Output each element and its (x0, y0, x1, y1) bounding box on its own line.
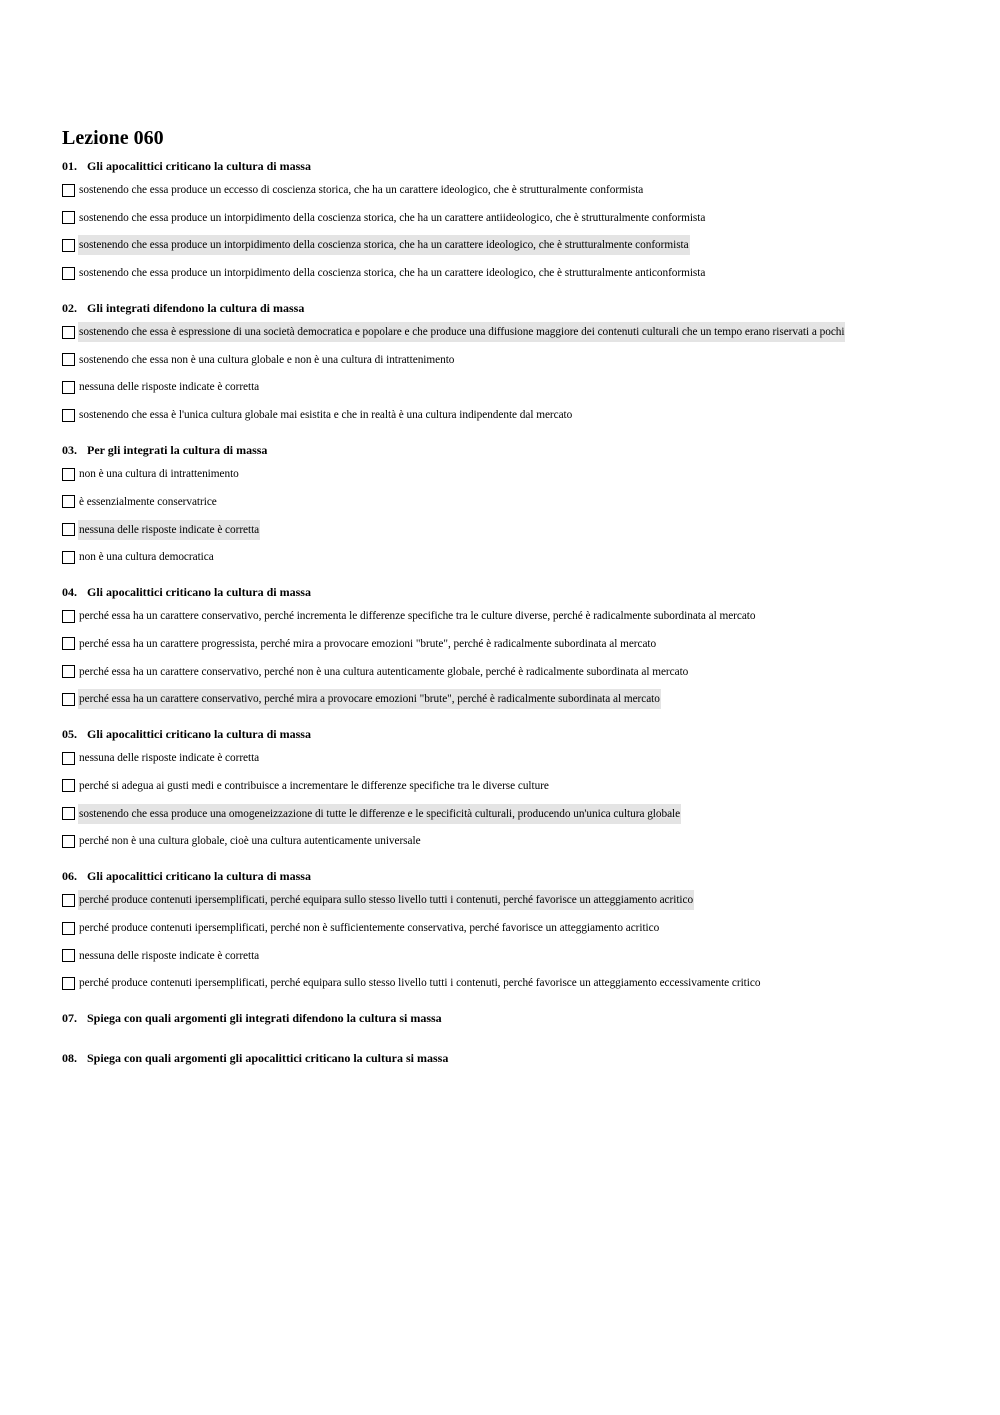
answer-option[interactable] (62, 830, 962, 852)
question-number: 03. (62, 443, 77, 458)
answer-text: nessuna delle risposte indicate è corretta (79, 949, 260, 962)
answer-checkbox[interactable] (62, 807, 75, 820)
question-heading (62, 442, 962, 458)
answer-text: sostenendo che essa è espressione di una società democratica e popolare e che produce una diffusione maggiore dei contenuti culturali che un tempo erano riservati a pochi (78, 322, 845, 342)
question-heading (62, 1050, 962, 1066)
answer-checkbox[interactable] (62, 752, 75, 765)
answer-checkbox[interactable] (62, 949, 75, 962)
question-text: Spiega con quali argomenti gli integrati difendono la cultura si massa (87, 1011, 442, 1026)
question-heading (62, 868, 962, 884)
answer-text: perché essa ha un carattere conservativo, perché mira a provocare emozioni "brute", perché è radicalmente subordinata al mercato (78, 689, 661, 709)
question-heading (62, 158, 962, 174)
answer-text: sostenendo che essa produce un eccesso di coscienza storica, che ha un carattere ideologico, che è strutturalmente conformista (79, 184, 644, 196)
question-heading (62, 726, 962, 742)
answer-option[interactable] (62, 972, 962, 994)
answer-checkbox[interactable] (62, 381, 75, 394)
answer-checkbox[interactable] (62, 922, 75, 935)
answer-checkbox[interactable] (62, 835, 75, 848)
answer-checkbox[interactable] (62, 610, 75, 623)
lesson-title: Lezione 060 (62, 127, 164, 149)
answer-option[interactable] (62, 207, 962, 229)
question-block (62, 584, 962, 710)
answer-text: sostenendo che essa produce un intorpidimento della coscienza storica, che ha un carattere ideologico, che è strutturalmente anticonformista (79, 267, 706, 280)
answer-option[interactable] (62, 605, 962, 627)
answer-checkbox[interactable] (62, 326, 75, 339)
answer-text: perché essa ha un carattere conservativo, perché non è una cultura autenticamente globale, perché è radicalmente subordinata al mercato (79, 665, 689, 678)
answer-option[interactable] (62, 633, 962, 655)
answer-checkbox[interactable] (62, 495, 75, 508)
answer-option[interactable] (62, 803, 962, 825)
answer-checkbox[interactable] (62, 551, 75, 564)
answer-option[interactable] (62, 262, 962, 284)
open-question-block (62, 1050, 962, 1066)
answer-option[interactable] (62, 463, 962, 485)
question-block (62, 300, 962, 426)
answer-text: perché si adegua ai gusti medi e contribuisce a incrementare le differenze specifiche tra le diverse culture (79, 779, 549, 792)
answer-checkbox[interactable] (62, 665, 75, 678)
answer-text: perché essa ha un carattere conservativo, perché incrementa le differenze specifiche tra le culture diverse, perché è radicalmente subordinata al mercato (79, 610, 756, 623)
question-number: 01. (62, 159, 77, 173)
question-number: 08. (62, 1051, 77, 1066)
answer-checkbox[interactable] (62, 267, 75, 280)
question-number: 07. (62, 1011, 77, 1026)
answer-checkbox[interactable] (62, 184, 75, 197)
answer-text: nessuna delle risposte indicate è corretta (79, 381, 260, 394)
answer-option[interactable] (62, 661, 962, 683)
answer-option[interactable] (62, 321, 962, 343)
question-block (62, 442, 962, 568)
answer-text: perché essa ha un carattere progressista, perché mira a provocare emozioni "brute", perché è radicalmente subordinata al mercato (79, 637, 657, 650)
question-block (62, 158, 962, 284)
question-heading (62, 584, 962, 600)
answer-option[interactable] (62, 747, 962, 769)
answer-option[interactable] (62, 349, 962, 371)
answer-option[interactable] (62, 491, 962, 513)
answer-option[interactable] (62, 775, 962, 797)
question-text: Spiega con quali argomenti gli apocalittici criticano la cultura si massa (87, 1051, 449, 1066)
answer-checkbox[interactable] (62, 353, 75, 366)
question-text: Per gli integrati la cultura di massa (87, 443, 268, 458)
question-text: Gli integrati difendono la cultura di massa (87, 301, 305, 316)
answer-option[interactable] (62, 917, 962, 939)
question-heading (62, 300, 962, 316)
question-number: 02. (62, 301, 77, 316)
answer-checkbox[interactable] (62, 523, 75, 536)
answer-checkbox[interactable] (62, 894, 75, 907)
question-text: Gli apocalittici criticano la cultura di massa (87, 159, 311, 173)
answer-option[interactable] (62, 404, 962, 426)
answer-text: sostenendo che essa produce un intorpidimento della coscienza storica, che ha un carattere ideologico, che è strutturalmente conformista (78, 235, 690, 255)
open-question-block (62, 1010, 962, 1026)
answer-checkbox[interactable] (62, 779, 75, 792)
answer-checkbox[interactable] (62, 211, 75, 224)
question-list (62, 158, 962, 994)
answer-checkbox[interactable] (62, 693, 75, 706)
answer-option[interactable] (62, 688, 962, 710)
answer-checkbox[interactable] (62, 409, 75, 422)
open-question-list (62, 1010, 962, 1066)
answer-option[interactable] (62, 945, 962, 967)
answer-text: sostenendo che essa non è una cultura globale e non è una cultura di intrattenimento (79, 353, 455, 366)
question-number: 04. (62, 585, 77, 600)
answer-option[interactable] (62, 376, 962, 398)
answer-text: nessuna delle risposte indicate è corretta (78, 520, 260, 540)
quiz-page (62, 124, 962, 1090)
answer-text: non è una cultura democratica (79, 551, 214, 564)
answer-text: sostenendo che essa produce un intorpidimento della coscienza storica, che ha un carattere antiideologico, che è strutturalmente conformista (79, 211, 706, 224)
answer-option[interactable] (62, 889, 962, 911)
question-text: Gli apocalittici criticano la cultura di massa (87, 585, 311, 600)
answer-text: sostenendo che essa è l'unica cultura globale mai esistita e che in realtà è una cultura indipendente dal mercato (79, 409, 573, 422)
answer-text: è essenzialmente conservatrice (79, 495, 217, 508)
question-heading (62, 1010, 962, 1026)
answer-checkbox[interactable] (62, 468, 75, 481)
answer-option[interactable] (62, 234, 962, 256)
question-number: 06. (62, 869, 77, 884)
answer-option[interactable] (62, 179, 962, 201)
answer-checkbox[interactable] (62, 637, 75, 650)
question-block (62, 726, 962, 852)
question-text: Gli apocalittici criticano la cultura di massa (87, 727, 311, 742)
answer-checkbox[interactable] (62, 239, 75, 252)
question-number: 05. (62, 727, 77, 742)
answer-text: sostenendo che essa produce una omogeneizzazione di tutte le differenze e le specificità culturali, producendo un'unica cultura globale (78, 804, 681, 824)
answer-text: perché produce contenuti ipersemplificati, perché equipara sullo stesso livello tutti i contenuti, perché favorisce un atteggiamento acritico (78, 890, 694, 910)
answer-option[interactable] (62, 519, 962, 541)
answer-text: perché produce contenuti ipersemplificati, perché equipara sullo stesso livello tutti i contenuti, perché favorisce un atteggiamento eccessivamente critico (79, 977, 761, 990)
question-block (62, 868, 962, 994)
question-text: Gli apocalittici criticano la cultura di massa (87, 869, 311, 884)
answer-text: nessuna delle risposte indicate è corretta (79, 752, 260, 765)
answer-text: non è una cultura di intrattenimento (79, 468, 239, 481)
answer-option[interactable] (62, 546, 962, 568)
answer-checkbox[interactable] (62, 977, 75, 990)
answer-text: perché non è una cultura globale, cioè una cultura autenticamente universale (79, 835, 421, 848)
answer-text: perché produce contenuti ipersemplificati, perché non è sufficientemente conservativa, perché favorisce un atteggiamento acritico (79, 922, 660, 934)
